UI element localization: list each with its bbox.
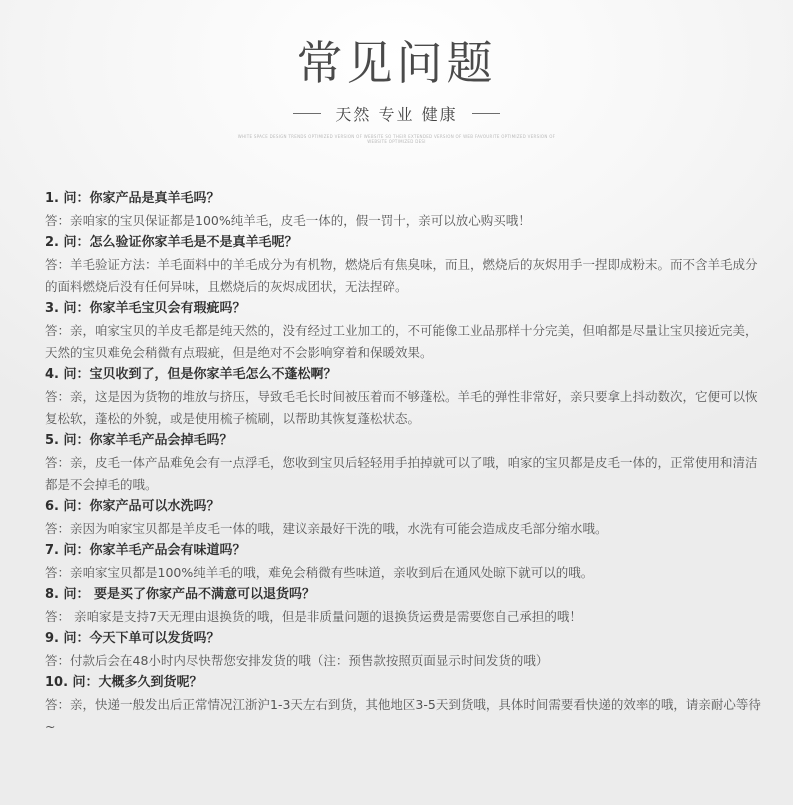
faq-item-10 <box>45 672 765 738</box>
faq-header <box>0 0 793 165</box>
faq-item-9 <box>45 628 765 672</box>
faq-question: 6. 问：你家产品可以水洗吗？ <box>45 499 220 514</box>
faq-question: 2. 问：怎么验证你家羊毛是不是真羊毛呢？ <box>45 235 298 250</box>
faq-answer: 答：亲，快递一般发出后正常情况江浙沪1-3天左右到货，其他地区3-5天到货哦，具体时间需要看快递的效率的哦，请亲耐心等待~ <box>45 697 761 734</box>
page-subtitle: 天然 专业 健康 <box>335 104 458 124</box>
faq-answer: 答：羊毛验证方法：羊毛面料中的羊毛成分为有机物，燃烧后有焦臭味，而且，燃烧后的灰烬用手一捏即成粉末。而不含羊毛成分的面料燃烧后没有任何异味，且燃烧后的灰烬成团状，无法捏碎。 <box>45 257 758 294</box>
faq-question: 7. 问：你家羊毛产品会有味道吗？ <box>45 543 246 558</box>
page-title: 常见问题 <box>296 36 497 90</box>
faq-item-4 <box>45 364 765 430</box>
right-divider <box>472 113 500 114</box>
faq-question: 5. 问：你家羊毛产品会掉毛吗？ <box>45 433 233 448</box>
faq-item-8 <box>45 584 765 628</box>
faq-answer: 答：亲咱家的宝贝保证都是100%纯羊毛，皮毛一体的，假一罚十，亲可以放心购买哦！ <box>45 213 531 228</box>
faq-question: 3. 问：你家羊毛宝贝会有瑕疵吗？ <box>45 301 246 316</box>
faq-question: 10. 问：大概多久到货呢？ <box>45 675 203 690</box>
faq-item-2 <box>45 232 765 298</box>
faq-answer: 答：亲因为咱家宝贝都是羊皮毛一体的哦，建议亲最好干洗的哦，水洗有可能会造成皮毛部分缩水哦。 <box>45 521 608 536</box>
faq-answer: 答：付款后会在48小时内尽快帮您安排发货的哦（注：预售款按照页面显示时间发货的哦） <box>45 653 549 668</box>
faq-answer: 答： 亲咱家是支持7天无理由退换货的哦，但是非质量问题的退换货运费是需要您自己承担的哦！ <box>45 609 582 624</box>
faq-question: 8. 问： 要是买了你家产品不满意可以退货吗？ <box>45 587 316 602</box>
faq-answer: 答：亲，皮毛一体产品难免会有一点浮毛，您收到宝贝后轻轻用手拍掉就可以了哦，咱家的宝贝都是皮毛一体的，正常使用和清洁都是不会掉毛的哦。 <box>45 455 758 492</box>
faq-list <box>45 188 765 738</box>
faq-answer: 答：亲咱家宝贝都是100%纯羊毛的哦，难免会稍微有些味道，亲收到后在通风处晾下就可以的哦。 <box>45 565 594 580</box>
faq-answer: 答：亲，这是因为货物的堆放与挤压，导致毛毛长时间被压着而不够蓬松。羊毛的弹性非常好，亲只要拿上抖动数次，它便可以恢复松软，蓬松的外貌，或是使用梳子梳刷，以帮助其恢复蓬松状态。 <box>45 389 758 426</box>
faq-item-7 <box>45 540 765 584</box>
faq-answer: 答：亲，咱家宝贝的羊皮毛都是纯天然的，没有经过工业加工的，不可能像工业品那样十分完美，但咱都是尽量让宝贝接近完美，天然的宝贝难免会稍微有点瑕疵，但是绝对不会影响穿着和保暖效果。 <box>45 323 758 360</box>
faq-item-3 <box>45 298 765 364</box>
faq-item-1 <box>45 188 765 232</box>
faq-question: 1. 问：你家产品是真羊毛吗？ <box>45 191 220 206</box>
left-divider <box>293 113 321 114</box>
faq-question: 9. 问：今天下单可以发货吗？ <box>45 631 220 646</box>
faq-question: 4. 问：宝贝收到了，但是你家羊毛怎么不蓬松啊？ <box>45 367 337 382</box>
faq-item-5 <box>45 430 765 496</box>
faq-item-6 <box>45 496 765 540</box>
decorative-small-text: WHITE SPACE DESIGN TRENDS OPTIMIZED VERSION OF WEBSITE SO THEIR EXTENDED VERSION OF WEB FAVOURITE OPTIMIZED VERSION OF WEBSITE OPTIMIZED DESI <box>237 134 556 144</box>
subtitle-row <box>0 101 793 125</box>
